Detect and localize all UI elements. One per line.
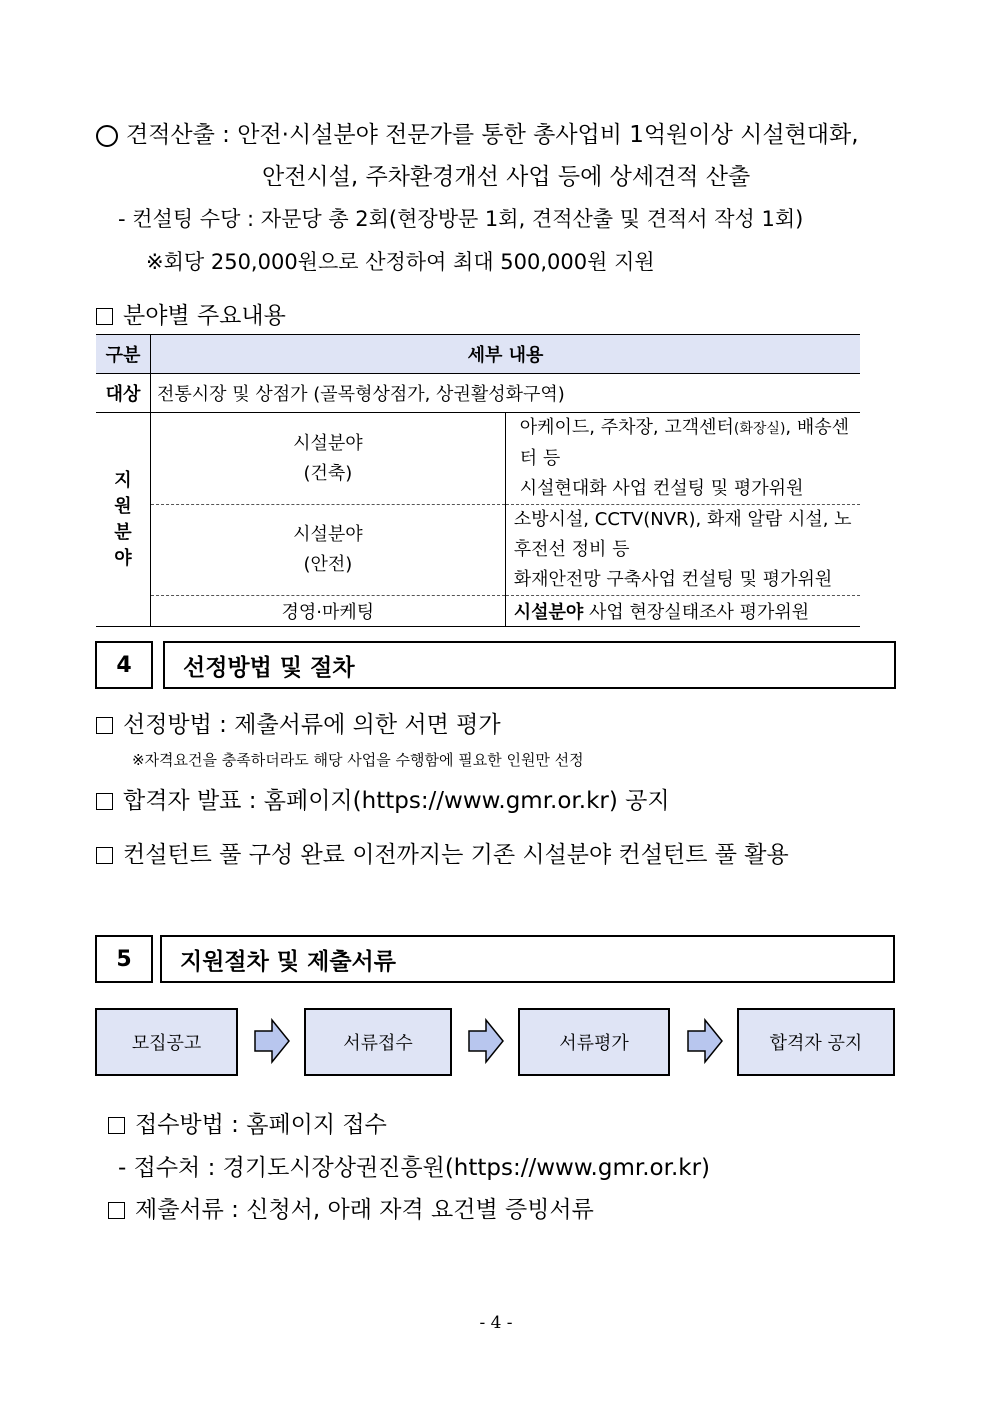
sub-marketing: 경영·마케팅 <box>151 596 506 627</box>
section4-title: 선정방법 및 절차 <box>163 641 896 689</box>
pool-text: 컨설턴트 풀 구성 완료 이전까지는 기존 시설분야 컨설턴트 풀 활용 <box>123 842 789 868</box>
detail-safety <box>505 505 860 596</box>
table-row-target <box>96 374 860 413</box>
quote-calc-text: 견적산출 : 안전·시설분야 전문가를 통한 총사업비 1억원이상 시설현대화, <box>126 122 859 148</box>
method-note: ※자격요건을 충족하더라도 해당 사업을 수행함에 필요한 인원만 선정 <box>132 751 584 769</box>
sub-label-paren: (건축) <box>303 462 353 484</box>
announce-item <box>96 782 670 815</box>
receipt-place: - 접수처 : 경기도시장상권진흥원(https://www.gmr.or.kr) <box>118 1155 711 1181</box>
detail-line-small: (화장실) <box>733 421 786 437</box>
checkbox-bullet-icon <box>96 308 113 325</box>
checkbox-bullet-icon <box>108 1117 125 1134</box>
detail-bold: 시설분야 <box>513 602 584 623</box>
detail-line: 소방시설, CCTV(NVR), 화재 알람 시설, 노후전선 정비 등 <box>513 509 852 560</box>
section5-number: 5 <box>95 935 153 983</box>
step-receipt: 서류접수 <box>304 1008 452 1076</box>
documents-text: 제출서류 : 신청서, 아래 자격 요건별 증빙서류 <box>135 1197 594 1223</box>
section4-number: 4 <box>95 641 153 689</box>
method-item <box>96 706 501 739</box>
support-char: 원 <box>114 495 132 517</box>
circle-bullet-icon <box>96 125 118 147</box>
target-label: 대상 <box>96 374 151 413</box>
sub-label-paren: (안전) <box>303 554 353 575</box>
detail-line-tail: , 배송센터 등 <box>519 417 850 469</box>
step-evaluation: 서류평가 <box>518 1008 670 1076</box>
field-table <box>96 334 860 627</box>
header-detail: 세부 내용 <box>151 335 861 374</box>
quote-calc-line2: 안전시설, 주차환경개선 사업 등에 상세견적 산출 <box>262 164 751 190</box>
detail-line-text: 아케이드, 주차장, 고객센터 <box>519 417 734 438</box>
page-number: - 4 - <box>479 1313 513 1333</box>
support-char: 지 <box>114 469 132 491</box>
detail-rest: 사업 현장실태조사 평가위원 <box>583 602 810 623</box>
detail-line <box>520 413 854 474</box>
target-content: 전통시장 및 상점가 (골목형상점가, 상권활성화구역) <box>151 374 861 413</box>
detail-line: 화재안전망 구축사업 컨설팅 및 평가위원 <box>513 569 833 590</box>
detail-architecture <box>505 413 860 505</box>
detail-line: 시설현대화 사업 컨설팅 및 평가위원 <box>519 478 804 499</box>
step-announce: 합격자 공지 <box>737 1008 895 1076</box>
quote-calc-item <box>96 116 859 149</box>
right-arrow-icon <box>468 1018 504 1064</box>
support-field-label <box>96 413 151 627</box>
step-recruit: 모집공고 <box>95 1008 238 1076</box>
table-row-marketing <box>96 596 860 627</box>
fee-line: - 컨설팅 수당 : 자문당 총 2회(현장방문 1회, 견적산출 및 견적서 작성 1회) <box>118 207 804 231</box>
header-category: 구분 <box>96 335 151 374</box>
detail-marketing <box>505 596 860 627</box>
fee-note: ※회당 250,000원으로 산정하여 최대 500,000원 지원 <box>146 250 655 274</box>
field-heading <box>96 297 286 330</box>
documents-item <box>108 1191 594 1224</box>
checkbox-bullet-icon <box>108 1202 125 1219</box>
sub-architecture <box>151 413 506 505</box>
receipt-item <box>108 1106 387 1139</box>
announce-text: 합격자 발표 : 홈페이지(https://www.gmr.or.kr) 공지 <box>123 788 670 814</box>
field-heading-text: 분야별 주요내용 <box>123 303 286 329</box>
checkbox-bullet-icon <box>96 793 113 810</box>
sub-safety <box>151 505 506 596</box>
receipt-text: 접수방법 : 홈페이지 접수 <box>135 1112 387 1138</box>
right-arrow-icon <box>687 1018 723 1064</box>
right-arrow-icon <box>254 1018 290 1064</box>
sub-label: 시설분야 <box>293 524 363 545</box>
sub-label: 시설분야 <box>293 432 363 454</box>
section5-title: 지원절차 및 제출서류 <box>160 935 895 983</box>
support-char: 분 <box>114 521 132 543</box>
method-text: 선정방법 : 제출서류에 의한 서면 평가 <box>123 712 501 738</box>
table-row-safety <box>96 505 860 596</box>
checkbox-bullet-icon <box>96 847 113 864</box>
table-row-architecture <box>96 413 860 505</box>
checkbox-bullet-icon <box>96 717 113 734</box>
support-char: 야 <box>114 547 132 569</box>
table-header-row <box>96 335 860 374</box>
pool-item <box>96 836 789 869</box>
